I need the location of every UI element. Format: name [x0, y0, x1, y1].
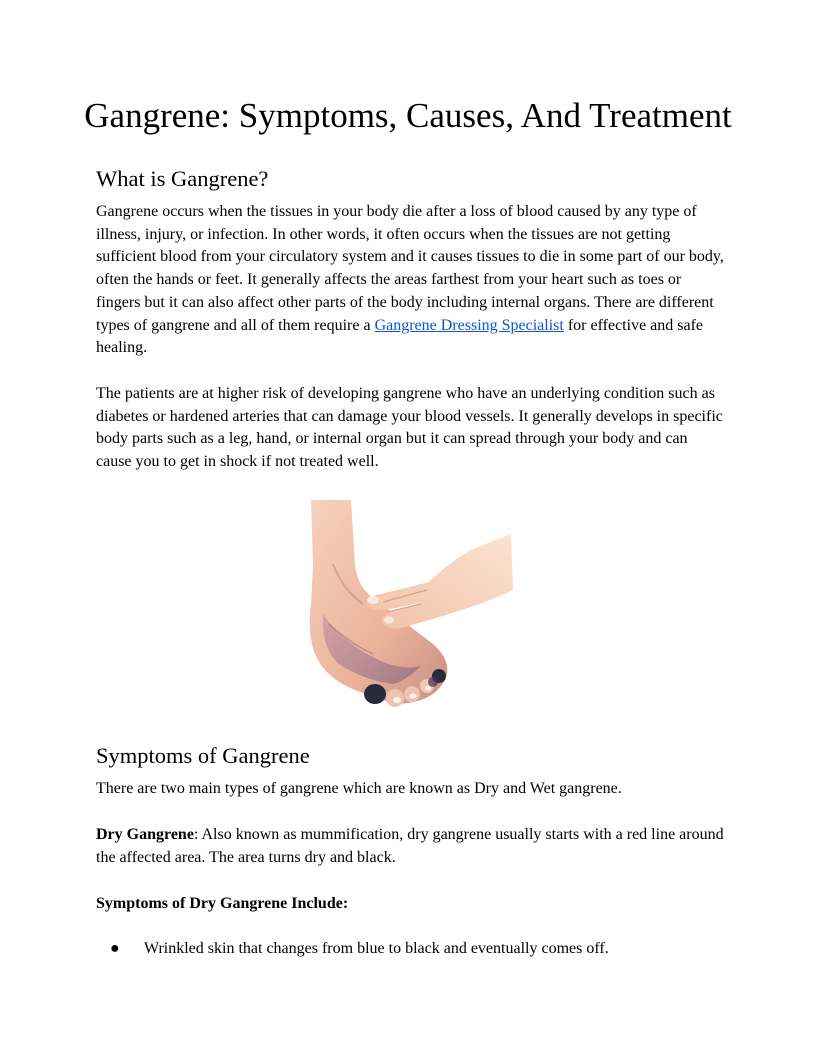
document-title: Gangrene: Symptoms, Causes, And Treatment — [84, 96, 732, 135]
foot-illustration — [303, 494, 513, 712]
paragraph-definition-text: Gangrene occurs when the tissues in your body die after a loss of blood caused by any type of illness, injury, or infection. In other words, it often occurs when the tissues are not getting sufficient blood from your circulatory system and it causes tissues to die in some part of our body, often the hands or feet. It generally affects the areas farthest from your heart such as toes or fingers but it can also affect other parts of the body including internal organs. There are different types of gangrene and all of them require a — [96, 203, 724, 334]
list-item-text: Wrinkled skin that changes from blue to black and eventually comes off. — [144, 940, 609, 957]
section-heading-symptoms: Symptoms of Gangrene — [96, 743, 310, 768]
paragraph-types-intro: There are two main types of gangrene which are known as Dry and Wet gangrene. — [96, 780, 622, 797]
dry-gangrene-symptom-list — [96, 938, 609, 961]
paragraph-definition-tail: for effective and safe healing. — [96, 316, 704, 357]
paragraph-definition — [96, 201, 726, 360]
foot-with-gangrene-icon — [303, 494, 513, 712]
list-item — [96, 938, 609, 961]
bullet-icon: ● — [110, 940, 120, 957]
dry-gangrene-label: Dry Gangrene — [96, 826, 194, 843]
paragraph-risk: The patients are at higher risk of developing gangrene who have an underlying condition such as diabetes or hardened arteries that can damage your blood vessels. It generally develops in specific body parts such as a leg, hand, or internal organ but it can spread through your body and can cause you to get in shock if not treated well. — [96, 385, 723, 471]
gangrene-dressing-specialist-link[interactable]: Gangrene Dressing Specialist — [374, 316, 564, 334]
dry-gangrene-symptoms-heading: Symptoms of Dry Gangrene Include: — [96, 895, 349, 912]
paragraph-dry-gangrene — [96, 824, 726, 869]
dry-gangrene-description: : Also known as mummification, dry gangrene usually starts with a red line around the affected area. The area turns dry and black. — [96, 826, 724, 866]
section-heading-what-is-gangrene: What is Gangrene? — [96, 166, 269, 191]
